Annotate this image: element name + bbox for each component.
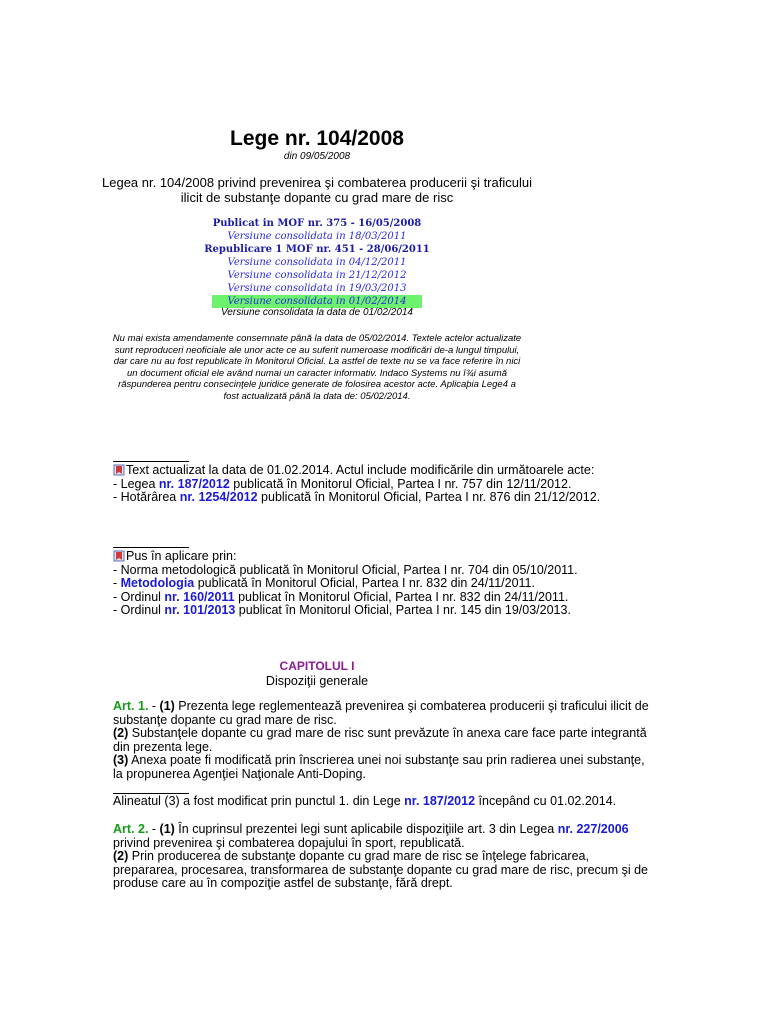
publication-item[interactable]: Versiune consolidata in 18/03/2011 <box>227 231 407 242</box>
law-link[interactable]: nr. 227/2006 <box>557 822 629 836</box>
law-date: din 09/05/2008 <box>283 151 351 162</box>
amendment-note: Alineatul (3) a fost modificat prin punctul 1. din Lege nr. 187/2012 începând cu 01.02.2014. <box>113 794 617 808</box>
update-item: - Legea nr. 187/2012 publicată în Monitorul Oficial, Partea I nr. 757 din 12/11/2012. <box>113 476 572 491</box>
law-link[interactable]: Metodologia <box>120 576 195 590</box>
publication-item[interactable]: Publicat in MOF nr. 375 - 16/05/2008 <box>212 218 422 229</box>
chapter-title: CAPITOLUL I <box>279 659 355 673</box>
law-subtitle: Legea nr. 104/2008 privind prevenirea şi combaterea producerii şi traficului ilicit de substanţe dopante cu grad mare de risc <box>102 175 532 205</box>
applied-intro: Pus în aplicare prin: <box>126 549 237 563</box>
separator <box>113 461 189 462</box>
law-link[interactable]: nr. 1254/2012 <box>179 490 258 504</box>
applied-item: - Ordinul nr. 160/2011 publicat în Monitorul Oficial, Partea I nr. 832 din 24/11/2011. <box>113 589 569 604</box>
publication-list <box>0 217 634 308</box>
article-label: Art. 2. <box>113 822 149 836</box>
update-item: - Hotărârea nr. 1254/2012 publicată în Monitorul Oficial, Partea I nr. 876 din 21/12/2012. <box>113 490 601 504</box>
applied-item: - Ordinul nr. 101/2013 publicat în Monitorul Oficial, Partea I nr. 145 din 19/03/2013. <box>113 603 571 617</box>
updates-block <box>113 464 653 505</box>
article-label: Art. 1. <box>113 699 149 713</box>
publication-item-current[interactable]: Versiune consolidata in 01/02/2014 <box>0 295 634 308</box>
applied-block <box>113 550 653 618</box>
law-link[interactable]: nr. 187/2012 <box>158 476 230 491</box>
page-title: Lege nr. 104/2008 <box>230 127 404 150</box>
applied-item: - Norma metodologică publicată în Monitorul Oficial, Partea I nr. 704 din 05/10/2011. <box>113 562 578 577</box>
publication-item[interactable]: Versiune consolidata in 21/12/2012 <box>227 270 407 281</box>
book-icon[interactable] <box>113 464 125 476</box>
publication-item[interactable]: Versiune consolidata in 19/03/2013 <box>227 283 407 294</box>
law-link[interactable]: nr. 101/2013 <box>164 603 236 617</box>
updates-intro: Text actualizat la data de 01.02.2014. Actul include modificările din următoarele acte: <box>126 463 595 477</box>
law-link[interactable]: nr. 160/2011 <box>164 589 235 604</box>
book-icon[interactable] <box>113 550 125 562</box>
disclaimer-text: Nu mai exista amendamente consemnate până la data de 05/02/2014. Textele actelor actualizate sunt reproduceri neoficiale ale unor acte ce au suferit numeroase modificări de-a lungul timpului, dar care nu au fost republicate în Monitorul Oficial. La astfel de texte nu se va face referire în nici un document oficial ele având numai un caracter informativ. Indaco Systems nu î¾i asumă răspunderea pentru consecinţele juridice generate de folosirea acestor acte. Aplicaþia Lege4 a fost actualizată până la data de: 05/02/2014. <box>112 333 522 402</box>
law-link[interactable]: nr. 187/2012 <box>404 794 476 808</box>
separator <box>113 547 189 548</box>
article-1: Art. 1. - (1) Prezenta lege reglementează prevenirea şi combaterea producerii şi traficului ilicit de substanţe dopante cu grad mare de risc. (2) Substanţele dopante cu grad mare de risc sunt prevăzute în anexa care face parte integrantă din prezenta lege. (3) Anexa poate fi modificată prin înscrierea unei noi substanţe sau prin radierea unei substanţe, la propunerea Agenţiei Naţionale Anti-Doping. <box>113 699 649 781</box>
article-2: Art. 2. - (1) În cuprinsul prezentei legi sunt aplicabile dispoziţiile art. 3 din Legea nr. 227/2006 privind prevenirea şi combaterea dopajului în sport, republicată. (2) Prin producerea de substanţe dopante cu grad mare de risc se înţelege fabricarea, prepararea, procesarea, transformarea de substanţe dopante cu grad mare de risc, precum şi de produse care au în compoziţie astfel de substanţe, fără drept. <box>113 822 649 890</box>
publication-item[interactable]: Republicare 1 MOF nr. 451 - 28/06/2011 <box>204 244 430 255</box>
publication-item[interactable]: Versiune consolidata in 04/12/2011 <box>227 257 407 268</box>
consolidated-date: Versiune consolidata la data de 01/02/2014 <box>221 307 413 318</box>
applied-item: - Metodologia publicată în Monitorul Oficial, Partea I nr. 832 din 24/11/2011. <box>113 576 535 590</box>
chapter-subtitle: Dispoziţii generale <box>265 674 369 688</box>
